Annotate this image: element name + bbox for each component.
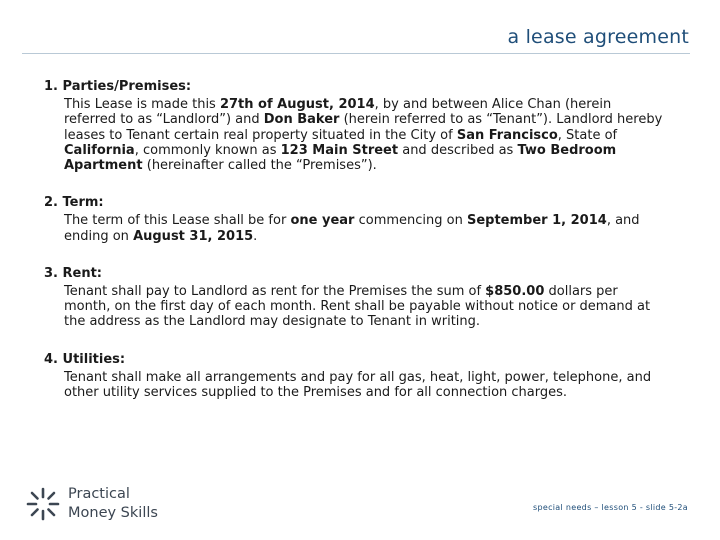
- section-rent: [44, 266, 664, 330]
- body-text: , commonly known as: [134, 142, 281, 158]
- section-title: Term:: [62, 195, 104, 211]
- logo-wordmark: [68, 485, 158, 523]
- page-title: a lease agreement: [507, 26, 689, 48]
- emphasized-text: September 1, 2014: [466, 213, 607, 229]
- body-text: , by and between Alice Chan (herein referred to as “Landlord”) and: [64, 97, 612, 128]
- emphasized-text: $850.00: [485, 284, 545, 300]
- emphasized-text: California: [64, 142, 135, 158]
- section-heading: [44, 195, 664, 210]
- body-text: Tenant shall make all arrangements and pay for all gas, heat, light, power, telephone, and other utility services supplied to the Premises and for all connection charges.: [64, 369, 652, 401]
- section-title: Utilities:: [62, 351, 126, 367]
- lease-content: [44, 79, 664, 422]
- emphasized-text: August 31, 2015: [133, 228, 254, 244]
- section-number: 1.: [44, 79, 58, 94]
- section-utilities: [44, 352, 664, 401]
- body-text: Tenant shall pay to Landlord as rent for the Premises the sum of: [64, 284, 486, 300]
- body-text: (hereinafter called the “Premises”).: [142, 158, 377, 174]
- section-number: 4.: [44, 351, 58, 367]
- emphasized-text: one year: [290, 213, 355, 229]
- section-body: [64, 213, 664, 243]
- emphasized-text: San Francisco: [456, 127, 558, 143]
- section-heading: [44, 79, 664, 94]
- body-text: commencing on: [354, 213, 467, 229]
- starburst-logo-icon: [24, 485, 62, 523]
- slide-footer: special needs – lesson 5 - slide 5-2a: [533, 503, 688, 512]
- brand-logo: [24, 485, 158, 523]
- section-number: 3.: [44, 265, 58, 281]
- body-text: This Lease is made this: [64, 97, 220, 113]
- section-heading: [44, 352, 664, 367]
- section-parties: [44, 79, 664, 173]
- body-text: , State of: [557, 127, 618, 143]
- section-body: [64, 97, 664, 173]
- body-text: dollars per month, on the first day of each month. Rent shall be payable without notice or demand at the address as the Landlord may designate to Tenant in writing.: [64, 284, 651, 330]
- body-text: , and ending on: [64, 213, 640, 244]
- logo-line-2: Money Skills: [68, 505, 158, 521]
- emphasized-text: 27th of August, 2014: [219, 97, 375, 113]
- body-text: The term of this Lease shall be for: [64, 213, 291, 229]
- body-text: .: [253, 228, 258, 244]
- section-number: 2.: [44, 195, 58, 211]
- section-body: [64, 284, 664, 330]
- body-text: and described as: [398, 142, 518, 158]
- section-body: [64, 370, 664, 400]
- emphasized-text: Don Baker: [263, 112, 340, 128]
- emphasized-text: 123 Main Street: [280, 142, 399, 158]
- logo-line-1: Practical: [68, 486, 130, 502]
- emphasized-text: Two Bedroom Apartment: [64, 142, 617, 174]
- header-divider: [22, 53, 690, 54]
- section-title: Parties/Premises:: [62, 79, 192, 94]
- section-heading: [44, 266, 664, 281]
- body-text: (herein referred to as “Tenant”). Landlord hereby leases to Tenant certain real property situated in the City of: [64, 112, 663, 143]
- section-title: Rent:: [62, 265, 103, 281]
- section-term: [44, 195, 664, 244]
